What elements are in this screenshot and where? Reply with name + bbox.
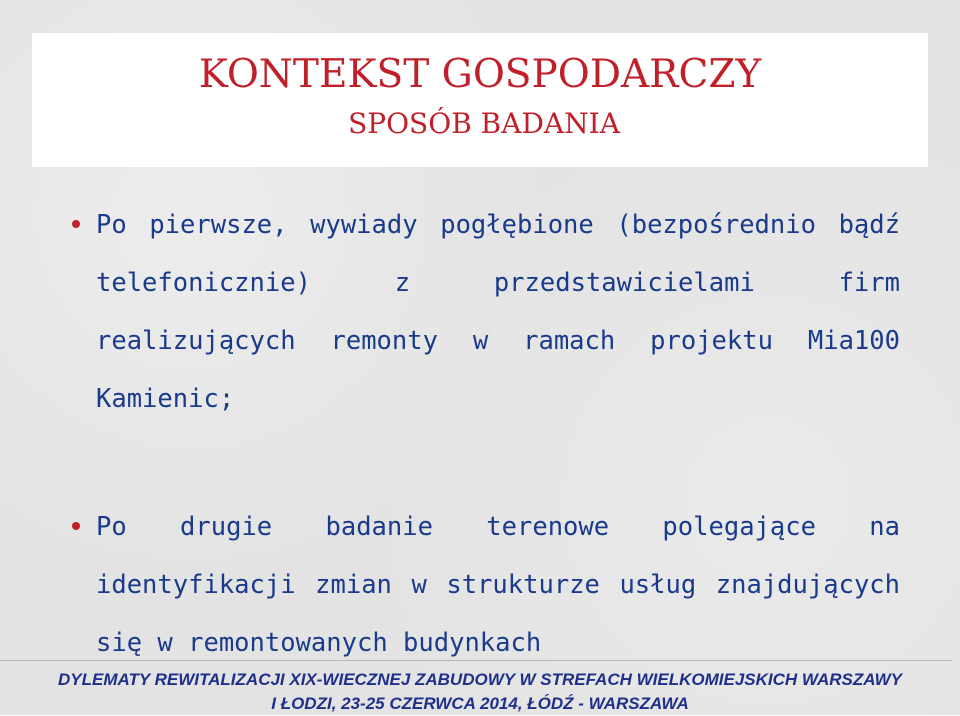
footer [0,668,960,716]
slide-subtitle: SPOSÓB BADANIA [348,107,620,140]
footer-line-2: I ŁODZI, 23-25 CZERWCA 2014, ŁÓDŹ - WARSZAWA [271,694,689,713]
footer-line-1: DYLEMATY REWITALIZACJI XIX-WIECZNEJ ZABUDOWY W STREFACH WIELKOMIEJSKICH WARSZAWY [57,670,903,689]
slide-title: KONTEKST GOSPODARCZY [198,52,762,97]
bullet-dot-icon [72,522,80,530]
bullet-text-1: Po pierwsze, wywiady pogłębione (bezpośrednio bądź telefonicznie) z przedstawicielami firm realizujących remonty w ramach projektu Mia100 Kamienic; [96,210,900,414]
footer-divider [0,660,952,661]
bullet-dot-icon [72,220,80,228]
bullet-text-2: Po drugie badanie terenowe polegające na identyfikacji zmian w strukturze usług znajdujących się w remontowanych budynkach [96,512,900,658]
